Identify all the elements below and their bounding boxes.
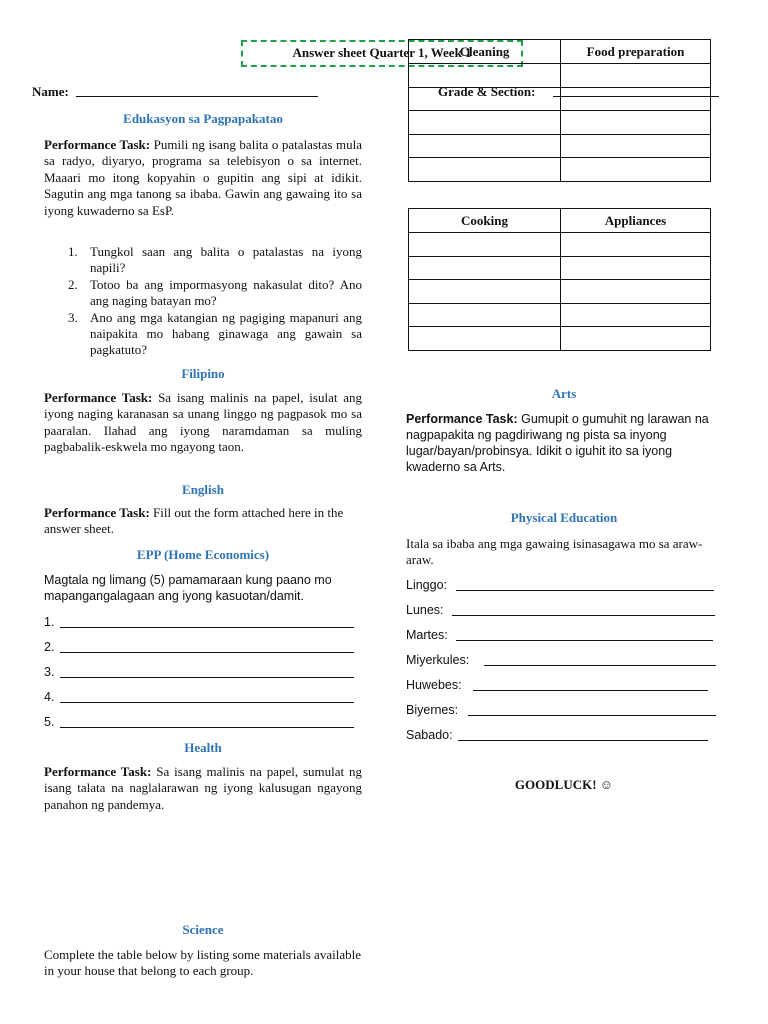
table-cell[interactable] [561,303,711,327]
table-cell[interactable] [409,303,561,327]
pe-day-line[interactable] [456,640,713,641]
esp-heading: Edukasyon sa Pagpapakatao [123,111,283,126]
pe-day-label: Huwebes: [406,678,462,692]
english-task-text: Fill out the form attached here in the answer sheet. [44,505,344,537]
pe-day-label: Sabado: [406,728,453,742]
table2-header-cooking: Cooking [409,209,561,233]
table-cell[interactable] [561,64,711,88]
filipino-task-label: Performance Task: [44,390,153,405]
epp-heading: EPP (Home Economics) [136,547,270,562]
arts-task [406,411,718,475]
table1-header-cleaning: Cleaning [409,40,561,64]
table-cell[interactable] [409,134,561,158]
table-cell[interactable] [561,87,711,111]
table-cell[interactable] [561,256,711,280]
table-cell[interactable] [561,158,711,182]
table-cell[interactable] [561,327,711,351]
english-heading: English [182,482,224,497]
health-heading: Health [184,740,222,755]
epp-answer-line[interactable] [60,652,354,653]
science-text: Complete the table below by listing some materials available in your house that belong to each group. [44,947,361,979]
pe-day-line[interactable] [484,665,716,666]
esp-task-text: Pumili ng isang balita o patalastas mula sa radyo, diyaryo, programa sa telebisyon o sa internet. Maaari mo itong kopyahin o gupitin ang sipi at idikit. Sagutin ang mga tanong sa ibaba. Gawin ang gawaing ito sa iyong kuwaderno sa EsP. [44,137,362,218]
esp-task [44,137,362,219]
health-task-text: Sa isang malinis na papel, sumulat ng isang talata na naglalarawan ng iyong kalusugan ngayong panahon ng pandemya. [44,764,363,812]
filipino-task [44,390,362,456]
table-cell[interactable] [561,111,711,135]
arts-heading: Arts [551,386,577,401]
pe-day-line[interactable] [473,690,708,691]
epp-item-label: 5. [44,715,55,729]
pe-day-label: Miyerkules: [406,653,470,667]
pe-heading: Physical Education [510,510,618,525]
table-cell[interactable] [409,233,561,257]
goodluck-text: GOODLUCK! ☺ [514,777,614,792]
pe-day-label: Linggo: [406,578,448,592]
epp-answer-line[interactable] [60,727,354,728]
table-cell[interactable] [409,327,561,351]
table-cell[interactable] [409,256,561,280]
materials-table-1 [408,39,711,182]
epp-answer-line[interactable] [60,702,354,703]
esp-question: 3. Ano ang mga katangian ng pagiging mapanuri ang naipakita mo habang ginawaga ang gawain sa pagkatuto? [68,309,362,358]
esp-question-list [46,244,362,359]
english-task [44,505,362,538]
pe-day-line[interactable] [456,590,714,591]
table-cell[interactable] [561,233,711,257]
title-text: Answer sheet Quarter 1, Week 1 [292,45,472,60]
health-task [44,764,362,813]
epp-item-label: 2. [44,640,55,654]
epp-instruction: Magtala ng limang (5) pamamaraan kung paano mo mapangangalagaan ang iyong kasuotan/damit. [44,573,332,603]
table-cell[interactable] [561,280,711,304]
arts-task-label: Performance Task: [406,412,518,426]
table-cell[interactable] [409,111,561,135]
pe-day-label: Lunes: [406,603,444,617]
table-cell[interactable] [561,134,711,158]
filipino-heading: Filipino [181,366,225,381]
esp-question: 2. Totoo ba ang impormasyong nakasulat dito? Ano ang naging batayan mo? [68,276,362,309]
science-heading: Science [182,922,224,937]
esp-task-label: Performance Task: [44,137,151,152]
pe-day-label: Martes: [406,628,448,642]
name-field[interactable] [76,96,318,97]
table1-header-food-preparation: Food preparation [561,40,711,64]
table-cell[interactable] [409,280,561,304]
epp-answer-line[interactable] [60,677,354,678]
pe-day-line[interactable] [458,740,708,741]
pe-instruction: Itala sa ibaba ang mga gawaing isinasagawa mo sa araw-araw. [406,536,703,568]
name-label: Name: [32,84,69,99]
english-task-label: Performance Task: [44,505,150,520]
grade-section-field[interactable] [553,96,719,97]
table-cell[interactable] [409,158,561,182]
pe-day-label: Biyernes: [406,703,459,717]
epp-answer-line[interactable] [60,627,354,628]
grade-section-label: Grade & Section: [438,84,536,99]
epp-item-label: 1. [44,615,55,629]
esp-question: 1. Tungkol saan ang balita o patalastas na iyong napili? [68,244,362,276]
health-task-label: Performance Task: [44,764,152,779]
pe-day-line[interactable] [468,715,716,716]
materials-table-2 [408,208,711,351]
table2-header-appliances: Appliances [561,209,711,233]
arts-task-text: Gumupit o gumuhit ng larawan na nagpapakita ng pagdiriwang ng pista sa inyong lugar/bayan/probinsya. Idikit o iguhit ito sa iyong kwaderno sa Arts. [406,412,709,474]
filipino-task-text: Sa isang malinis na papel, isulat ang iyong naging karanasan sa unang linggo ng pagpasok mo sa paaralan. Ilahad ang iyong naramdaman sa muling pagbabalik-eskwela mo ngayong taon. [44,390,362,455]
epp-item-label: 4. [44,690,55,704]
epp-item-label: 3. [44,665,55,679]
pe-day-line[interactable] [452,615,715,616]
